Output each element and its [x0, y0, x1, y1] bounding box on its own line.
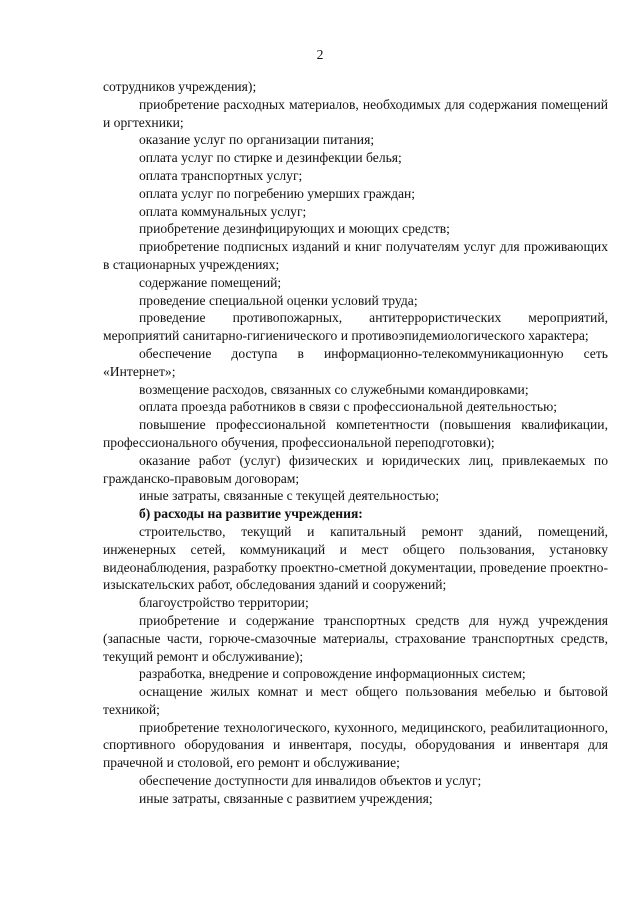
paragraph: оплата услуг по стирке и дезинфекции белья;	[139, 150, 402, 166]
paragraph: оказание услуг по организации питания;	[139, 132, 375, 148]
paragraph: иные затраты, связанные с развитием учреждения;	[139, 790, 433, 806]
paragraph: приобретение подписных изданий и книг получателям услуг для проживающих в стационарных учреждениях;	[103, 239, 608, 272]
paragraph: оказание работ (услуг) физических и юридических лиц, привлекаемых по гражданско-правовым договорам;	[103, 452, 608, 486]
paragraph: возмещение расходов, связанных со служебными командировками;	[139, 381, 529, 397]
paragraph: повышение профессиональной компетентности (повышения квалификации, профессионального обучения, профессиональной переподготовки);	[103, 417, 608, 450]
paragraph: приобретение и содержание транспортных средств для нужд учреждения (запасные части, горюче-смазочные материалы, страхование транспортных средств, текущий ремонт и обслуживание);	[103, 612, 608, 664]
paragraph: приобретение технологического, кухонного, медицинского, реабилитационного, спортивного оборудования и инвентаря, посуды, оборудования и инвентаря для прачечной и столовой, его ремонт и обслуживание;	[103, 719, 608, 771]
paragraph: проведение специальной оценки условий труда;	[139, 292, 418, 308]
section-heading: б) расходы на развитие учреждения:	[139, 506, 363, 522]
paragraph: приобретение расходных материалов, необходимых для содержания помещений и оргтехники;	[103, 96, 608, 130]
paragraph: оплата транспортных услуг;	[139, 167, 303, 183]
paragraph: разработка, внедрение и сопровождение информационных систем;	[139, 666, 526, 682]
paragraph: обеспечение доступности для инвалидов объектов и услуг;	[139, 773, 482, 789]
paragraph: обеспечение доступа в информационно-телекоммуникационную сеть «Интернет»;	[103, 345, 608, 379]
document-body	[103, 78, 608, 808]
paragraph: оплата проезда работников в связи с профессиональной деятельностью;	[139, 399, 558, 415]
paragraph: приобретение дезинфицирующих и моющих средств;	[139, 221, 450, 237]
page-number: 2	[316, 47, 324, 62]
paragraph: иные затраты, связанные с текущей деятельностью;	[139, 488, 440, 504]
paragraph: содержание помещений;	[139, 274, 282, 290]
paragraph: проведение противопожарных, антитеррористических мероприятий, мероприятий санитарно-гигиенического и противоэпидемиологического характера;	[103, 310, 608, 344]
paragraph: оснащение жилых комнат и мест общего пользования мебелью и бытовой техникой;	[103, 684, 608, 717]
paragraph: оплата коммунальных услуг;	[139, 203, 307, 219]
paragraph: благоустройство территории;	[139, 595, 309, 611]
paragraph: строительство, текущий и капитальный ремонт зданий, помещений, инженерных сетей, коммуникаций и мест общего пользования, установку видеонаблюдения, разработку проектно-сметной документации, проведение проектно-изыскательских работ, обследования зданий и сооружений;	[103, 523, 608, 593]
paragraph: оплата услуг по погребению умерших граждан;	[139, 185, 416, 201]
paragraph: сотрудников учреждения);	[103, 79, 257, 94]
